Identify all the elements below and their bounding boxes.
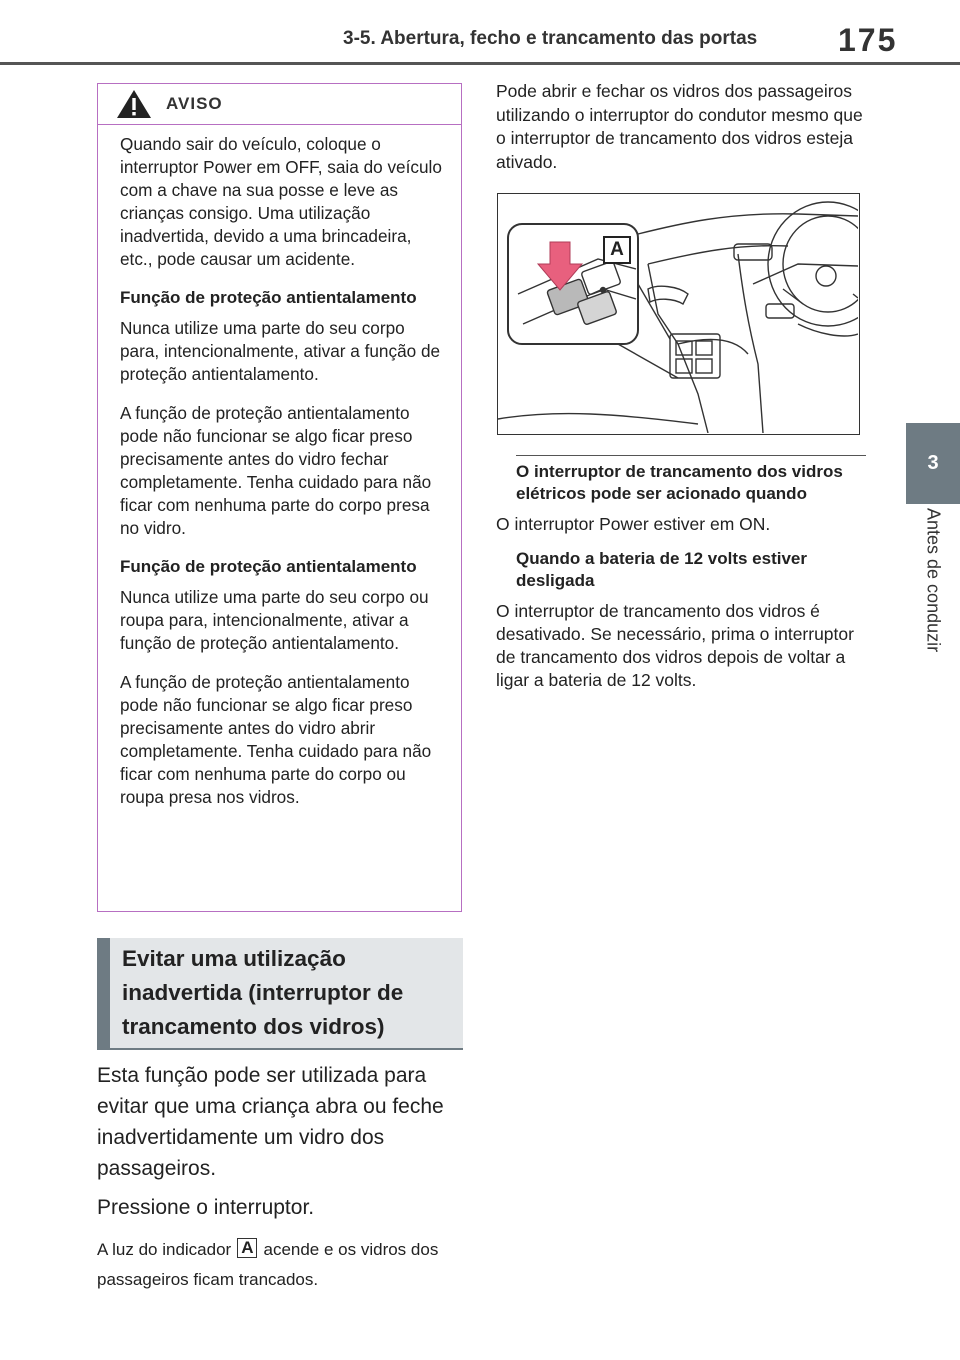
note-label-a: A [237, 1238, 257, 1258]
section-title: Evitar uma utilização inadvertida (interruptor de trancamento dos vidros) [97, 938, 463, 1050]
warning-body [98, 125, 461, 809]
right-intro: Pode abrir e fechar os vidros dos passageiros utilizando o interruptor do condutor mesmo que o interruptor de trancamento dos vidros esteja ativado. [496, 81, 863, 172]
warning-header [98, 84, 461, 125]
warning-triangle-icon [116, 89, 152, 119]
body-text [97, 1060, 467, 1231]
right-heading-1: O interruptor de trancamento dos vidros elétricos pode ser acionado quando [516, 455, 866, 505]
warning-paragraph-1a: Nunca utilize uma parte do seu corpo para, intencionalmente, ativar a função de proteção antientalamento. [120, 318, 441, 384]
right-text [496, 455, 866, 704]
body-paragraph-1: Esta função pode ser utilizada para evitar que uma criança abra ou feche inadvertidamente um vidro dos passageiros. [97, 1064, 444, 1180]
chapter-label: Antes de conduzir [923, 508, 944, 653]
window-lock-switch-illustration [497, 193, 860, 435]
warning-heading-1: Função de proteção antientalamento [120, 288, 417, 307]
chapter-tab[interactable] [906, 423, 960, 504]
warning-paragraph-2a: Nunca utilize uma parte do seu corpo ou roupa para, intencionalmente, ativar a função de proteção antientalamento. [120, 587, 429, 653]
note-text-after: acende e os vidros dos passageiros ficam trancados. [97, 1240, 439, 1289]
warning-intro: Quando sair do veículo, coloque o interruptor Power em OFF, saia do veículo com a chave na sua posse e leve as crianças consigo. Uma utilização inadvertida, devido a uma brincadeira, etc., pode causar um acidente. [120, 134, 442, 269]
warning-label: AVISO [166, 94, 223, 113]
chapter-number: 3 [927, 452, 939, 474]
right-paragraph-2: O interruptor de trancamento dos vidros é desativado. Se necessário, prima o interruptor de trancamento dos vidros depois de voltar a ligar a bateria de 12 volts. [496, 601, 854, 690]
figure-callout-a: A [603, 236, 631, 264]
warning-box [97, 83, 462, 912]
section-header-title: 3-5. Abertura, fecho e trancamento das portas [343, 28, 758, 49]
right-heading-2: Quando a bateria de 12 volts estiver desligada [516, 549, 808, 590]
warning-paragraph-2b: A função de proteção antientalamento pode não funcionar se algo ficar preso precisamente antes do vidro abrir completamente. Tenha cuidado para não ficar com nenhuma parte do corpo ou roupa presa nos vidros. [120, 672, 432, 807]
header-rule [0, 62, 960, 65]
indicator-note [97, 1235, 477, 1295]
page-number: 175 [838, 22, 898, 58]
right-paragraph-1: O interruptor Power estiver em ON. [496, 514, 771, 534]
warning-heading-2: Função de proteção antientalamento [120, 557, 417, 576]
note-text-before: A luz do indicador [97, 1240, 232, 1259]
warning-paragraph-1b: A função de proteção antientalamento pode não funcionar se algo ficar preso precisamente antes do vidro fechar completamente. Tenha cuidado para não ficar com nenhuma parte do corpo presa no vidro. [120, 403, 432, 538]
body-paragraph-2: Pressione o interruptor. [97, 1196, 315, 1219]
